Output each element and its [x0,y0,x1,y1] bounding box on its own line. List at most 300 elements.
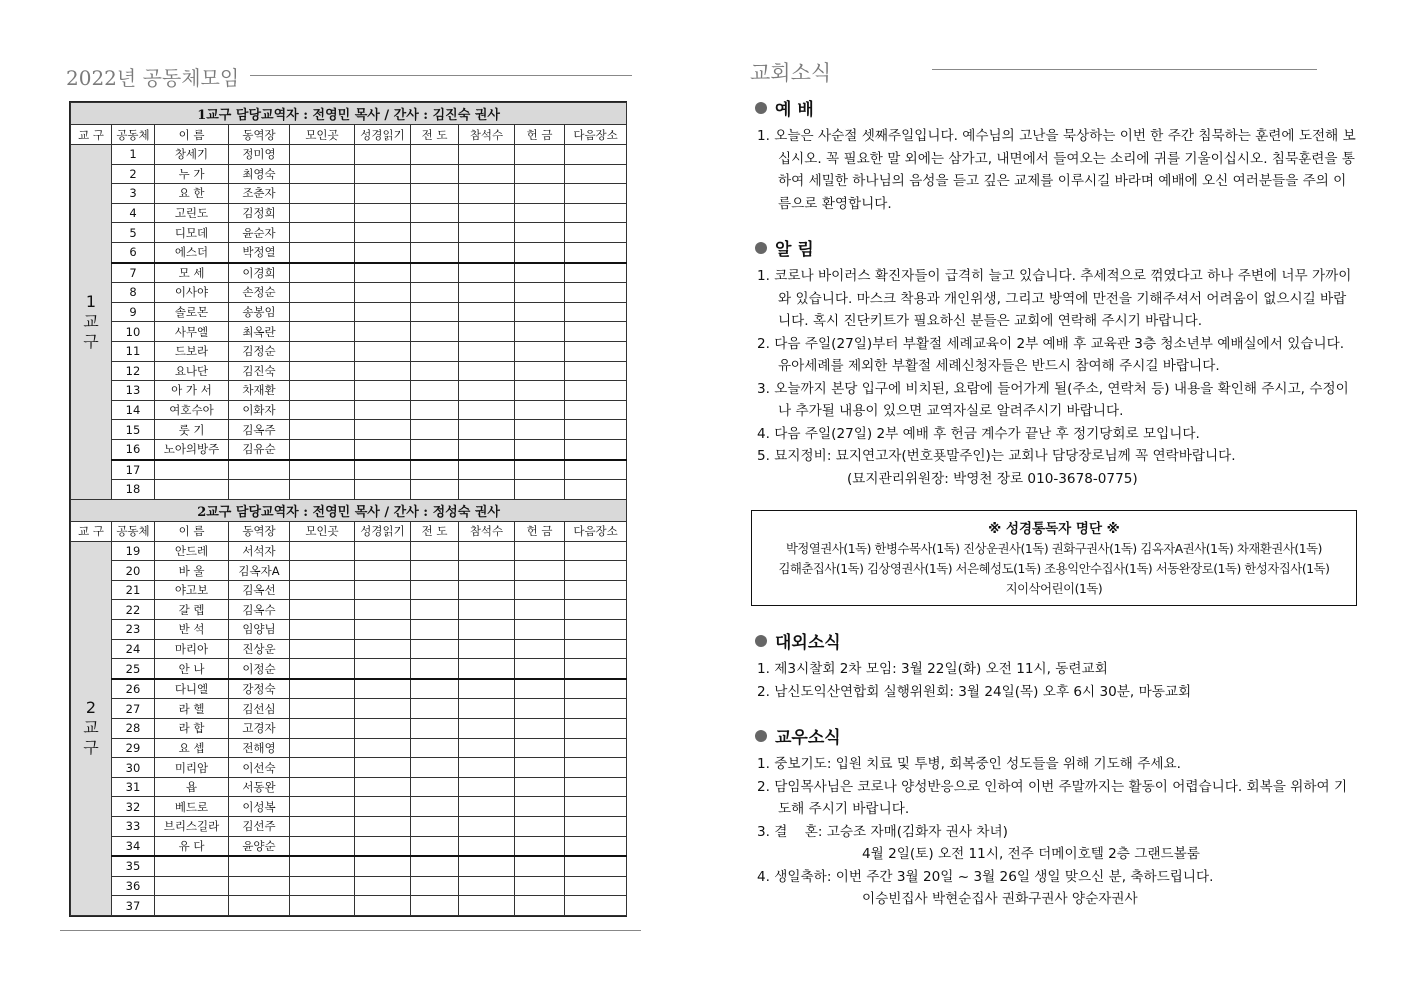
group-leader: 전해영 [229,738,290,758]
blank-cell [459,164,515,184]
group-name: 모 세 [155,263,229,283]
blank-cell [355,381,411,401]
blank-cell [290,777,355,797]
group-name: 안 나 [155,659,229,679]
members-section [752,723,1357,911]
group-name: 노아의방주 [155,439,229,459]
group-leader [229,856,290,876]
group-leader: 최영숙 [229,164,290,184]
blank-cell [515,580,565,600]
blank-cell [515,361,565,381]
group-number: 31 [112,777,155,797]
blank-cell [565,223,627,243]
group-number: 27 [112,699,155,719]
blank-cell [565,561,627,581]
blank-cell [290,400,355,420]
blank-cell [459,876,515,896]
dept-label: 2 교 구 [71,541,112,915]
blank-cell [515,777,565,797]
blank-cell [515,856,565,876]
group-leader: 김유순 [229,439,290,459]
blank-cell [565,758,627,778]
blank-cell [355,600,411,620]
blank-cell [355,164,411,184]
blank-cell [515,420,565,440]
blank-cell [515,679,565,699]
blank-cell [565,719,627,739]
blank-cell [459,145,515,165]
blank-cell [355,777,411,797]
worship-heading: 예 배 [775,100,814,120]
column-header: 다음장소 [565,521,627,541]
blank-cell [411,223,459,243]
group-leader: 고경자 [229,719,290,739]
group-name: 라 합 [155,719,229,739]
group-name [155,896,229,916]
blank-cell [411,341,459,361]
blank-cell [290,322,355,342]
blank-cell [411,302,459,322]
blank-cell [290,797,355,817]
group-number: 29 [112,738,155,758]
notice-section [752,235,1357,490]
blank-cell [355,836,411,856]
blank-cell [515,322,565,342]
table-row [71,145,627,165]
group-number: 22 [112,600,155,620]
group-name: 드보라 [155,341,229,361]
blank-cell [565,620,627,640]
blank-cell [290,341,355,361]
blank-cell [355,580,411,600]
blank-cell [565,738,627,758]
blank-cell [411,263,459,283]
table-row [71,223,627,243]
table-row [71,302,627,322]
blank-cell [459,381,515,401]
group-name: 아 가 서 [155,381,229,401]
group-number: 7 [112,263,155,283]
group-name: 디모데 [155,223,229,243]
column-header: 성경읽기 [355,125,411,145]
group-name: 안드레 [155,541,229,561]
blank-cell [515,145,565,165]
blank-cell [355,322,411,342]
worship-section [752,95,1357,215]
blank-cell [411,620,459,640]
table-row [71,620,627,640]
group-name: 브리스길라 [155,817,229,837]
members-item-detail: 4월 2일(토) 오전 11시, 전주 더메이호텔 2층 그랜드볼룸 [862,846,1200,862]
table-row [71,797,627,817]
column-header: 교 구 [71,125,112,145]
blank-cell [355,758,411,778]
blank-cell [565,302,627,322]
column-header: 동역장 [229,521,290,541]
group-leader: 윤순자 [229,223,290,243]
blank-cell [355,242,411,262]
blank-cell [515,620,565,640]
column-header: 다음장소 [565,125,627,145]
bullet-dot-icon [755,102,767,114]
bullet-dot-icon [755,635,767,647]
table-row [71,719,627,739]
group-name: 요 한 [155,184,229,204]
blank-cell [355,561,411,581]
blank-cell [515,184,565,204]
blank-cell [565,600,627,620]
group-number: 20 [112,561,155,581]
group-leader: 송봉임 [229,302,290,322]
blank-cell [459,400,515,420]
notice-item: 1. 코로나 바이러스 확진자들이 급격히 늘고 있습니다. 추세적으로 꺾였다고 하나 주변에 너무 가까이 와 있습니다. 마스크 착용과 개인위생, 그리고 방역에 만전을 기해주셔서 어려움이 없으시길 바랍니다. 혹시 진단키트가 필요하신 분들은 교회에 연락해 주시기 바랍니다. [757,268,1356,329]
table-row [71,164,627,184]
notice-heading: 알 림 [775,240,814,260]
blank-cell [565,836,627,856]
group-number: 4 [112,203,155,223]
blank-cell [411,541,459,561]
blank-cell [411,145,459,165]
blank-cell [565,145,627,165]
blank-cell [290,561,355,581]
table-row [71,420,627,440]
bullet-dot-icon [755,242,767,254]
table-row [71,460,627,480]
group-number: 5 [112,223,155,243]
group-leader: 진상운 [229,639,290,659]
blank-cell [411,283,459,303]
blank-cell [355,817,411,837]
group-number: 1 [112,145,155,165]
blank-cell [565,460,627,480]
table-row [71,856,627,876]
table-row [71,836,627,856]
blank-cell [515,561,565,581]
blank-cell [515,600,565,620]
group-name: 여호수아 [155,400,229,420]
blank-cell [459,777,515,797]
blank-cell [290,620,355,640]
blank-cell [515,836,565,856]
blank-cell [515,439,565,459]
blank-cell [565,381,627,401]
blank-cell [355,341,411,361]
table-row [71,283,627,303]
blank-cell [411,242,459,262]
blank-cell [290,460,355,480]
blank-cell [459,659,515,679]
group-number: 10 [112,322,155,342]
blank-cell [290,758,355,778]
group-name: 창세기 [155,145,229,165]
table-row [71,381,627,401]
column-header: 교 구 [71,521,112,541]
blank-cell [290,242,355,262]
group-leader: 정미영 [229,145,290,165]
bullet-dot-icon [755,730,767,742]
blank-cell [565,361,627,381]
blank-cell [565,439,627,459]
group-leader: 박정열 [229,242,290,262]
blank-cell [565,341,627,361]
blank-cell [515,699,565,719]
group-number: 3 [112,184,155,204]
blank-cell [459,836,515,856]
column-header: 성경읽기 [355,521,411,541]
group-leader: 서동완 [229,777,290,797]
blank-cell [290,679,355,699]
blank-cell [411,460,459,480]
group-leader: 차재환 [229,381,290,401]
group-leader [229,896,290,916]
group-leader: 김진숙 [229,361,290,381]
group-leader: 서석자 [229,541,290,561]
blank-cell [515,263,565,283]
blank-cell [355,420,411,440]
blank-cell [565,283,627,303]
notice-item: 3. 오늘까지 본당 입구에 비치된, 요람에 들어가게 될(주소, 연락처 등) 내용을 확인해 주시고, 수정이나 추가될 내용이 있으면 교역자실로 알려주시기 바랍니다. [757,380,1349,419]
group-leader: 윤양순 [229,836,290,856]
roster-table [69,101,627,917]
blank-cell [290,480,355,500]
table-row [71,896,627,916]
left-page-title: 2022년 공동체모임 [66,66,240,90]
blank-cell [411,699,459,719]
blank-cell [411,580,459,600]
blank-cell [411,738,459,758]
blank-cell [459,480,515,500]
notice-item-contact: (묘지관리위원장: 박영천 장로 010-3678-0775) [847,470,1138,487]
blank-cell [355,302,411,322]
group-number: 25 [112,659,155,679]
group-number: 37 [112,896,155,916]
blank-cell [459,797,515,817]
column-header: 전 도 [411,125,459,145]
blank-cell [459,738,515,758]
blank-cell [290,263,355,283]
group-name: 갈 렙 [155,600,229,620]
group-leader: 김정순 [229,341,290,361]
table-row [71,263,627,283]
blank-cell [515,164,565,184]
column-header: 전 도 [411,521,459,541]
blank-cell [355,283,411,303]
notice-item: 5. 묘지정비: 묘지연고자(번호푯말주인)는 교회나 담당장로님께 꼭 연락바랍니다. [757,448,1236,464]
blank-cell [459,758,515,778]
group-number: 11 [112,341,155,361]
blank-cell [290,817,355,837]
blank-cell [565,164,627,184]
group-name: 라 헬 [155,699,229,719]
blank-cell [290,896,355,916]
blank-cell [355,659,411,679]
group-name: 사무엘 [155,322,229,342]
group-leader [229,460,290,480]
group-name: 요나단 [155,361,229,381]
table-row [71,738,627,758]
blank-cell [355,876,411,896]
blank-cell [290,738,355,758]
group-number: 33 [112,817,155,837]
blank-cell [515,797,565,817]
blank-cell [355,896,411,916]
group-number: 2 [112,164,155,184]
group-name: 유 다 [155,836,229,856]
blank-cell [290,836,355,856]
group-leader: 이정순 [229,659,290,679]
blank-cell [565,856,627,876]
group-name: 솔로몬 [155,302,229,322]
blank-cell [515,659,565,679]
blank-cell [355,400,411,420]
bible-box-line: 지이삭어린이(1독) [1005,582,1103,596]
blank-cell [290,856,355,876]
blank-cell [355,738,411,758]
blank-cell [459,184,515,204]
members-heading: 교우소식 [775,728,841,748]
blank-cell [459,620,515,640]
blank-cell [515,817,565,837]
blank-cell [515,738,565,758]
group-leader: 이선숙 [229,758,290,778]
blank-cell [515,283,565,303]
blank-cell [565,896,627,916]
group-leader: 이화자 [229,400,290,420]
blank-cell [515,223,565,243]
blank-cell [290,699,355,719]
group-number: 13 [112,381,155,401]
group-leader: 임양님 [229,620,290,640]
right-title-rule [932,69,1317,70]
blank-cell [411,164,459,184]
group-number: 24 [112,639,155,659]
blank-cell [411,679,459,699]
blank-cell [290,719,355,739]
group-number: 15 [112,420,155,440]
blank-cell [459,302,515,322]
column-header: 공동체 [112,521,155,541]
table-row [71,639,627,659]
blank-cell [459,699,515,719]
blank-cell [290,361,355,381]
group-leader: 김정희 [229,203,290,223]
table-row [71,600,627,620]
blank-cell [515,758,565,778]
column-header: 헌 금 [515,521,565,541]
blank-cell [515,302,565,322]
blank-cell [459,322,515,342]
blank-cell [515,242,565,262]
group-name: 반 석 [155,620,229,640]
blank-cell [515,719,565,739]
blank-cell [411,758,459,778]
blank-cell [459,341,515,361]
blank-cell [290,639,355,659]
blank-cell [355,361,411,381]
blank-cell [411,322,459,342]
blank-cell [411,561,459,581]
table-row [71,480,627,500]
blank-cell [355,797,411,817]
group-number: 14 [112,400,155,420]
blank-cell [565,420,627,440]
group-name [155,876,229,896]
column-header: 참석수 [459,125,515,145]
blank-cell [411,480,459,500]
blank-cell [290,439,355,459]
table-row [71,203,627,223]
blank-cell [355,541,411,561]
external-item: 1. 제3시찰회 2차 모임: 3월 22일(화) 오전 11시, 동련교회 [757,661,1108,677]
blank-cell [290,541,355,561]
worship-item: 1. 오늘은 사순절 셋째주일입니다. 예수님의 고난을 묵상하는 이번 한 주간 침묵하는 훈련에 도전해 보십시오. 꼭 필요한 말 외에는 삼가고, 내면에서 들여오는 소리에 귀를 기울이십시오. 침묵훈련을 통하여 세밀한 하나님의 음성을 듣고 깊은 교제를 이루시길 바라며 예배에 오신 여러분들을 주의 이름으로 환영합니다. [757,128,1356,212]
group-leader [229,876,290,896]
blank-cell [565,817,627,837]
blank-cell [290,600,355,620]
blank-cell [411,420,459,440]
blank-cell [459,679,515,699]
external-item: 2. 남신도익산연합회 실행위원회: 3월 24일(목) 오후 6시 30분, 마동교회 [757,683,1192,700]
blank-cell [411,836,459,856]
group-number: 17 [112,460,155,480]
blank-cell [355,679,411,699]
blank-cell [355,719,411,739]
blank-cell [411,439,459,459]
blank-cell [355,203,411,223]
group-number: 12 [112,361,155,381]
blank-cell [355,460,411,480]
blank-cell [411,719,459,739]
blank-cell [411,856,459,876]
group-name: 바 울 [155,561,229,581]
blank-cell [411,876,459,896]
blank-cell [355,223,411,243]
external-section [752,628,1357,703]
column-header: 공동체 [112,125,155,145]
table-row [71,758,627,778]
table-row [71,561,627,581]
table-row [71,242,627,262]
group-name: 요 셉 [155,738,229,758]
column-header: 이 름 [155,521,229,541]
group-name: 베드로 [155,797,229,817]
blank-cell [459,896,515,916]
blank-cell [290,381,355,401]
blank-cell [565,242,627,262]
blank-cell [290,420,355,440]
group-number: 8 [112,283,155,303]
blank-cell [290,659,355,679]
blank-cell [515,381,565,401]
blank-cell [355,480,411,500]
group-number: 34 [112,836,155,856]
table-row [71,400,627,420]
blank-cell [515,203,565,223]
blank-cell [290,283,355,303]
table-row [71,659,627,679]
group-name: 누 가 [155,164,229,184]
blank-cell [459,580,515,600]
blank-cell [565,777,627,797]
group-name: 고린도 [155,203,229,223]
blank-cell [565,322,627,342]
bible-box-line: 김해춘집사(1독) 김상영권사(1독) 서은혜성도(1독) 조용익안수집사(1독) 서동완장로(1독) 한성자집사(1독) [778,562,1330,576]
group-name: 이사야 [155,283,229,303]
blank-cell [411,659,459,679]
group-number: 21 [112,580,155,600]
table-row [71,817,627,837]
table-row [71,699,627,719]
